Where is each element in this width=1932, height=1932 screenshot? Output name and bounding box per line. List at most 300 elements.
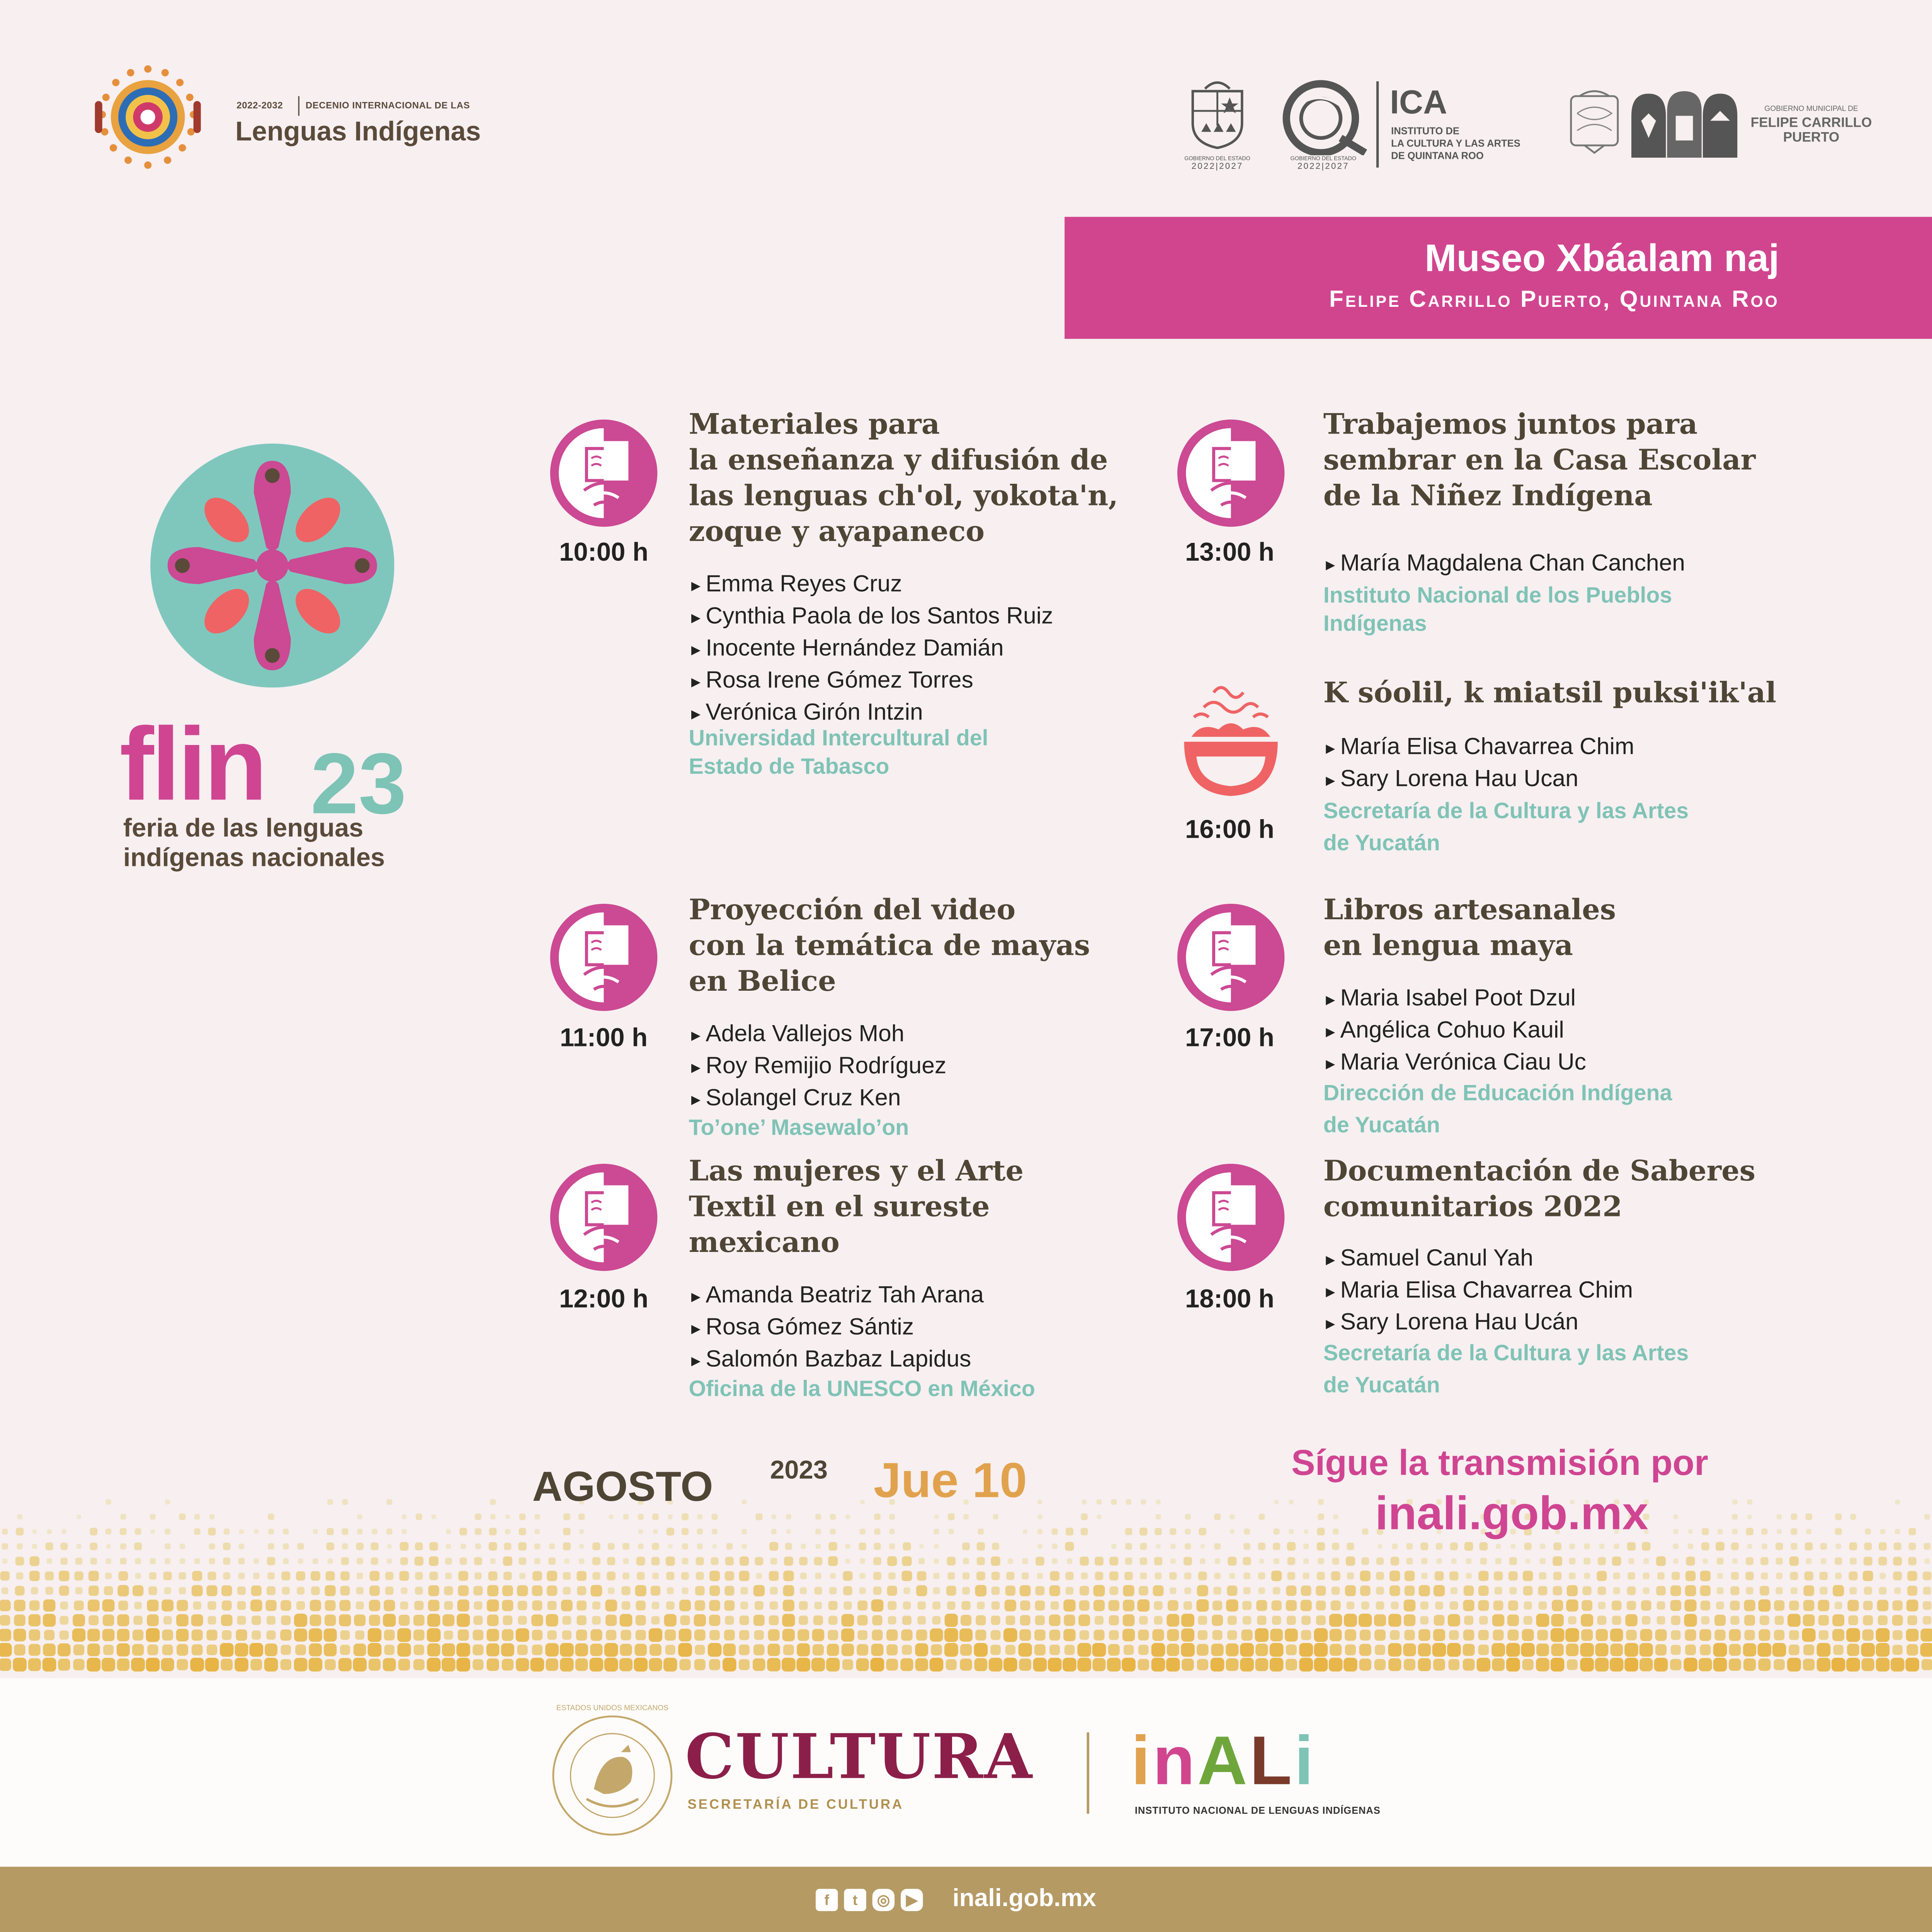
dot-decoration (1864, 1543, 1872, 1550)
dot-decoration (1907, 1586, 1917, 1596)
dot-decoration (1094, 1629, 1104, 1640)
dot-decoration (164, 1587, 171, 1594)
organization-line: de Yucatán (1323, 1112, 1440, 1138)
dot-decoration (369, 1658, 381, 1670)
dot-decoration (1274, 1529, 1280, 1535)
dot-decoration (1540, 1544, 1545, 1549)
dot-decoration (1404, 1614, 1415, 1626)
dot-decoration (325, 1585, 335, 1596)
dot-decoration (1289, 1529, 1294, 1534)
municipio-caption: GOBIERNO MUNICIPAL DE (1764, 106, 1858, 114)
dot-decoration (903, 1587, 910, 1594)
dot-decoration (797, 1643, 810, 1656)
dot-decoration (325, 1571, 335, 1580)
dot-decoration (415, 1557, 423, 1566)
dot-decoration (58, 1658, 70, 1670)
dot-decoration (179, 1514, 185, 1520)
dot-decoration (1213, 1630, 1223, 1640)
dot-decoration (339, 1614, 351, 1626)
dot-decoration (1048, 1658, 1062, 1672)
dot-decoration (1301, 1616, 1311, 1625)
dot-decoration (1787, 1658, 1801, 1672)
dot-decoration (103, 1645, 114, 1655)
dot-decoration (209, 1514, 214, 1519)
seal-text: ESTADOS UNIDOS MEXICANOS (556, 1705, 668, 1713)
dot-decoration (1255, 1658, 1269, 1671)
dot-decoration (947, 1557, 956, 1566)
dot-decoration (1034, 1644, 1046, 1655)
dot-decoration (888, 1616, 896, 1624)
dot-decoration (223, 1572, 230, 1580)
municipio-name-1: FELIPE CARRILLO (1750, 116, 1872, 131)
dot-decoration (900, 1658, 913, 1671)
dot-decoration (887, 1586, 897, 1596)
dot-decoration (739, 1645, 750, 1655)
dot-decoration (356, 1587, 364, 1594)
dot-decoration (1774, 1659, 1785, 1670)
dot-decoration (934, 1529, 939, 1534)
dot-decoration (1214, 1573, 1221, 1579)
dot-decoration (1170, 1544, 1175, 1549)
dot-decoration (1303, 1573, 1310, 1579)
dot-decoration (149, 1572, 156, 1580)
dot-decoration (1717, 1558, 1724, 1565)
instagram-icon[interactable]: ◎ (872, 1889, 895, 1911)
dot-decoration (755, 1514, 762, 1520)
dot-decoration (72, 1628, 85, 1641)
dot-decoration (1761, 1529, 1767, 1535)
dot-decoration (1463, 1600, 1474, 1611)
dot-decoration (400, 1542, 409, 1551)
dot-decoration (1701, 1600, 1711, 1611)
dot-decoration (180, 1558, 185, 1564)
dot-decoration (606, 1630, 616, 1640)
footer-divider (1087, 1732, 1089, 1813)
dot-decoration (786, 1514, 791, 1520)
dot-decoration (1286, 1600, 1297, 1611)
dot-decoration (503, 1556, 512, 1566)
twitter-icon[interactable]: t (844, 1889, 866, 1911)
dot-decoration (1905, 1658, 1919, 1672)
dot-decoration (651, 1586, 661, 1596)
dot-decoration (44, 1630, 54, 1640)
dot-decoration (1109, 1615, 1119, 1625)
dot-decoration (15, 1557, 24, 1566)
dot-decoration (963, 1558, 969, 1564)
dot-decoration (1274, 1500, 1279, 1504)
dot-decoration (844, 1601, 852, 1609)
dot-decoration (1670, 1659, 1682, 1670)
dot-decoration (1463, 1659, 1475, 1671)
dot-decoration (1184, 1572, 1191, 1579)
dot-decoration (444, 1586, 453, 1595)
dot-decoration (1451, 1558, 1457, 1564)
dot-decoration (2, 1587, 8, 1594)
dot-decoration (340, 1586, 350, 1595)
municipal-shield-icon (1567, 89, 1621, 155)
dot-decoration (1405, 1571, 1415, 1581)
dot-decoration (1051, 1601, 1059, 1610)
dot-decoration (326, 1543, 334, 1550)
event-title-line: sembrar en la Casa Escolar (1323, 443, 1756, 477)
dot-decoration (386, 1499, 392, 1505)
dot-decoration (1406, 1543, 1413, 1550)
dot-decoration (742, 1529, 747, 1534)
dot-decoration (283, 1558, 289, 1564)
dot-decoration (815, 1514, 821, 1520)
dot-decoration (782, 1658, 796, 1672)
dot-decoration (281, 1645, 291, 1655)
dot-decoration (1849, 1587, 1857, 1594)
dot-decoration (1879, 1543, 1887, 1551)
youtube-icon[interactable]: ▶ (901, 1889, 923, 1911)
dot-decoration (516, 1658, 529, 1671)
dot-decoration (429, 1571, 438, 1580)
dot-decoration (62, 1529, 66, 1534)
dot-decoration (1758, 1658, 1770, 1671)
gobierno-estado-logo (1177, 77, 1258, 175)
dot-decoration (1567, 1585, 1578, 1596)
dot-decoration (1374, 1629, 1386, 1641)
dot-decoration (1037, 1500, 1042, 1504)
dot-decoration (397, 1643, 411, 1656)
dot-decoration (1138, 1629, 1149, 1640)
dot-decoration (1685, 1571, 1696, 1581)
dot-decoration (1760, 1616, 1769, 1625)
dot-decoration (1092, 1658, 1105, 1671)
dot-decoration (770, 1601, 778, 1610)
facebook-icon[interactable]: f (816, 1889, 838, 1911)
dot-decoration (1450, 1543, 1458, 1550)
dot-decoration (120, 1543, 126, 1549)
event-title (689, 406, 1118, 549)
dot-decoration (74, 1600, 84, 1611)
dot-decoration (1138, 1659, 1149, 1670)
dot-decoration (1540, 1558, 1546, 1564)
dot-decoration (934, 1515, 939, 1519)
dot-decoration (771, 1514, 776, 1519)
dot-decoration (1316, 1586, 1326, 1596)
event-title (1323, 675, 1776, 711)
dot-decoration (1049, 1629, 1060, 1640)
dot-decoration (2, 1559, 7, 1564)
dot-decoration (369, 1600, 380, 1611)
dot-decoration (605, 1600, 617, 1612)
dot-decoration (1567, 1659, 1578, 1670)
dot-decoration (413, 1615, 425, 1626)
dot-decoration (799, 1601, 808, 1610)
stream-label: Sígue la transmisión por (1291, 1444, 1708, 1484)
dot-decoration (235, 1658, 248, 1672)
dot-decoration (679, 1600, 691, 1611)
dot-decoration (1924, 1514, 1930, 1519)
dot-decoration (1155, 1572, 1162, 1579)
dot-decoration (1893, 1645, 1903, 1655)
dot-decoration (254, 1529, 259, 1534)
dot-decoration (592, 1572, 600, 1580)
dot-decoration (518, 1542, 526, 1550)
dot-decoration (1688, 1544, 1693, 1549)
dot-decoration (1479, 1616, 1488, 1624)
dot-decoration (1523, 1571, 1533, 1581)
dot-decoration (1108, 1644, 1120, 1656)
dot-decoration (636, 1630, 646, 1640)
event-title-line: Materiales para (689, 408, 940, 441)
dot-decoration (486, 1643, 500, 1656)
dot-decoration (1299, 1658, 1313, 1672)
dot-decoration (1820, 1572, 1828, 1580)
dot-decoration (1494, 1571, 1503, 1581)
dot-decoration (1639, 1643, 1653, 1656)
dot-decoration (90, 1528, 98, 1536)
dot-decoration (650, 1644, 662, 1656)
dot-decoration (29, 1614, 41, 1627)
dot-decoration (43, 1599, 56, 1612)
dot-decoration (666, 1601, 674, 1609)
dot-decoration (1230, 1514, 1235, 1519)
inali-letter: L (1250, 1721, 1294, 1799)
dot-decoration (1772, 1643, 1786, 1657)
dot-decoration (1022, 1572, 1029, 1579)
dot-decoration (992, 1572, 1000, 1580)
dot-decoration (783, 1645, 794, 1655)
dot-decoration (489, 1542, 497, 1551)
dot-decoration (400, 1601, 408, 1609)
dot-decoration (1862, 1629, 1873, 1641)
dot-decoration (546, 1658, 558, 1671)
event-title (689, 892, 1090, 999)
dot-decoration (948, 1513, 955, 1520)
dot-decoration (577, 1586, 586, 1595)
speaker-name: ▸ Maria Elisa Chavarrea Chim (1326, 1275, 1633, 1307)
dot-decoration (1448, 1659, 1459, 1670)
dot-decoration (1005, 1616, 1015, 1625)
dot-decoration (338, 1658, 352, 1671)
book-icon (549, 419, 658, 527)
dot-decoration (191, 1614, 203, 1626)
event-title-line: Proyección del video (689, 893, 1016, 927)
dot-decoration (1170, 1558, 1176, 1564)
dot-decoration (1154, 1616, 1162, 1624)
dot-decoration (308, 1658, 322, 1672)
speaker-name: ▸ Amanda Beatriz Tah Arana (691, 1280, 984, 1312)
dot-decoration (1123, 1614, 1135, 1626)
dot-decoration (413, 1659, 425, 1670)
dot-decoration (281, 1571, 290, 1580)
dot-decoration (1478, 1600, 1489, 1611)
dot-decoration (622, 1572, 629, 1579)
dot-decoration (1020, 1615, 1031, 1626)
dot-decoration (1480, 1542, 1488, 1551)
dot-decoration (235, 1643, 248, 1656)
dot-decoration (459, 1528, 467, 1536)
dot-decoration (1729, 1629, 1741, 1641)
dot-decoration (428, 1600, 440, 1611)
dot-decoration (1570, 1544, 1575, 1549)
dot-decoration (1923, 1616, 1931, 1624)
dot-decoration (475, 1543, 481, 1549)
dot-decoration (341, 1557, 349, 1565)
dot-decoration (209, 1543, 215, 1549)
dot-decoration (1598, 1602, 1605, 1609)
organization-line: de Yucatán (1323, 830, 1440, 855)
dot-decoration (1847, 1600, 1859, 1611)
dot-decoration (239, 1529, 244, 1534)
dot-decoration (1109, 1586, 1118, 1595)
dot-decoration (282, 1587, 290, 1595)
dot-decoration (87, 1658, 100, 1672)
dot-decoration (549, 1543, 555, 1549)
dot-decoration (192, 1585, 203, 1596)
dot-decoration (636, 1600, 646, 1611)
dot-decoration (1551, 1628, 1565, 1642)
dot-decoration (1286, 1585, 1296, 1596)
dot-decoration (1389, 1571, 1400, 1581)
dot-decoration (563, 1543, 571, 1550)
dot-decoration (456, 1643, 470, 1657)
dot-decoration (442, 1643, 455, 1656)
dot-decoration (1049, 1614, 1061, 1626)
dot-decoration (457, 1629, 469, 1641)
dot-decoration (1817, 1643, 1831, 1657)
dot-decoration (1492, 1643, 1505, 1656)
dot-decoration (1376, 1587, 1384, 1595)
dot-decoration (134, 1543, 142, 1550)
dot-decoration (105, 1529, 112, 1535)
ica-logo (1274, 77, 1539, 175)
dot-decoration (739, 1630, 749, 1640)
stream-link[interactable]: inali.gob.mx (1375, 1488, 1648, 1540)
dot-decoration (1876, 1643, 1890, 1657)
dot-decoration (1435, 1602, 1443, 1610)
dot-decoration (592, 1616, 600, 1624)
dot-decoration (812, 1629, 825, 1641)
dot-decoration (281, 1616, 291, 1625)
dot-decoration (1156, 1500, 1160, 1504)
dot-decoration (1317, 1542, 1325, 1550)
dot-decoration (163, 1571, 172, 1580)
dot-decoration (799, 1616, 808, 1625)
dot-decoration (324, 1628, 337, 1641)
dot-decoration (457, 1600, 469, 1612)
dot-decoration (1464, 1585, 1474, 1596)
dot-decoration (1139, 1527, 1147, 1535)
dot-decoration (1049, 1645, 1060, 1655)
dot-decoration (1628, 1572, 1635, 1580)
dot-decoration (1449, 1630, 1459, 1640)
dot-decoration (725, 1616, 734, 1625)
dot-decoration (653, 1529, 658, 1534)
dot-decoration (1895, 1529, 1900, 1534)
dot-decoration (252, 1616, 261, 1625)
dot-decoration (724, 1586, 734, 1595)
dot-decoration (77, 1515, 81, 1519)
dot-decoration (739, 1571, 750, 1581)
event-title-line: en lengua maya (1323, 929, 1573, 963)
dot-decoration (634, 1644, 647, 1656)
dot-decoration (1184, 1557, 1192, 1565)
dot-decoration (1170, 1528, 1176, 1535)
dot-decoration (1847, 1644, 1859, 1656)
dot-decoration (1139, 1616, 1148, 1625)
dot-decoration (546, 1614, 558, 1626)
dot-decoration (120, 1558, 126, 1565)
book-icon (549, 1163, 658, 1272)
dot-decoration (431, 1514, 436, 1519)
dot-decoration (147, 1614, 159, 1626)
dot-decoration (340, 1600, 351, 1611)
dot-decoration (1642, 1542, 1650, 1551)
date-day: Jue 10 (873, 1454, 1027, 1509)
dot-decoration (1242, 1601, 1252, 1610)
dot-decoration (534, 1514, 540, 1519)
dot-decoration (1317, 1572, 1325, 1580)
dot-decoration (283, 1529, 289, 1534)
dot-decoration (769, 1615, 779, 1625)
dot-decoration (1449, 1571, 1458, 1580)
dot-decoration (15, 1586, 25, 1595)
dot-decoration (1787, 1614, 1801, 1627)
dot-decoration (1879, 1587, 1887, 1595)
dot-decoration (162, 1629, 173, 1640)
dot-decoration (1597, 1616, 1607, 1625)
dot-decoration (874, 1514, 880, 1520)
dot-decoration (1035, 1586, 1044, 1595)
dot-decoration (576, 1629, 587, 1640)
dot-decoration (1052, 1558, 1058, 1564)
dot-decoration (1476, 1658, 1490, 1672)
ica-subtitle-3: DE QUINTANA ROO (1391, 150, 1484, 162)
dot-decoration (800, 1587, 807, 1594)
dot-decoration (563, 1528, 570, 1535)
dot-decoration (696, 1572, 704, 1580)
dot-decoration (519, 1573, 526, 1579)
dot-decoration (505, 1515, 510, 1519)
dot-decoration (2, 1543, 9, 1550)
dot-decoration (1655, 1629, 1667, 1641)
dot-decoration (1303, 1544, 1309, 1549)
dot-decoration (1848, 1616, 1858, 1625)
dot-decoration (1920, 1643, 1932, 1657)
dot-decoration (1020, 1585, 1031, 1596)
dot-decoration (354, 1614, 366, 1626)
dot-decoration (1731, 1543, 1739, 1550)
dot-decoration (1050, 1571, 1060, 1581)
dot-decoration (1404, 1659, 1415, 1670)
speaker-name: ▸ Sary Lorena Hau Ucán (1326, 1307, 1633, 1339)
dot-decoration (283, 1543, 289, 1549)
dot-decoration (503, 1572, 512, 1580)
dot-decoration (1287, 1557, 1295, 1565)
dot-decoration (1670, 1585, 1681, 1596)
dot-decoration (547, 1630, 557, 1640)
dot-decoration (133, 1616, 143, 1625)
dot-decoration (1803, 1600, 1815, 1611)
footer-link[interactable]: inali.gob.mx (952, 1885, 1097, 1913)
event-time: 11:00 h (560, 1024, 648, 1053)
dot-decoration (490, 1558, 495, 1564)
dot-decoration (889, 1529, 895, 1534)
dot-decoration (1376, 1572, 1384, 1580)
dot-decoration (753, 1585, 765, 1596)
dot-decoration (709, 1659, 720, 1670)
dot-decoration (192, 1571, 202, 1581)
dot-decoration (1862, 1658, 1874, 1671)
dot-decoration (1700, 1645, 1711, 1655)
dot-decoration (1432, 1643, 1446, 1657)
ica-caption: GOBIERNO DEL ESTADO (1290, 155, 1357, 162)
dot-decoration (1211, 1658, 1225, 1672)
